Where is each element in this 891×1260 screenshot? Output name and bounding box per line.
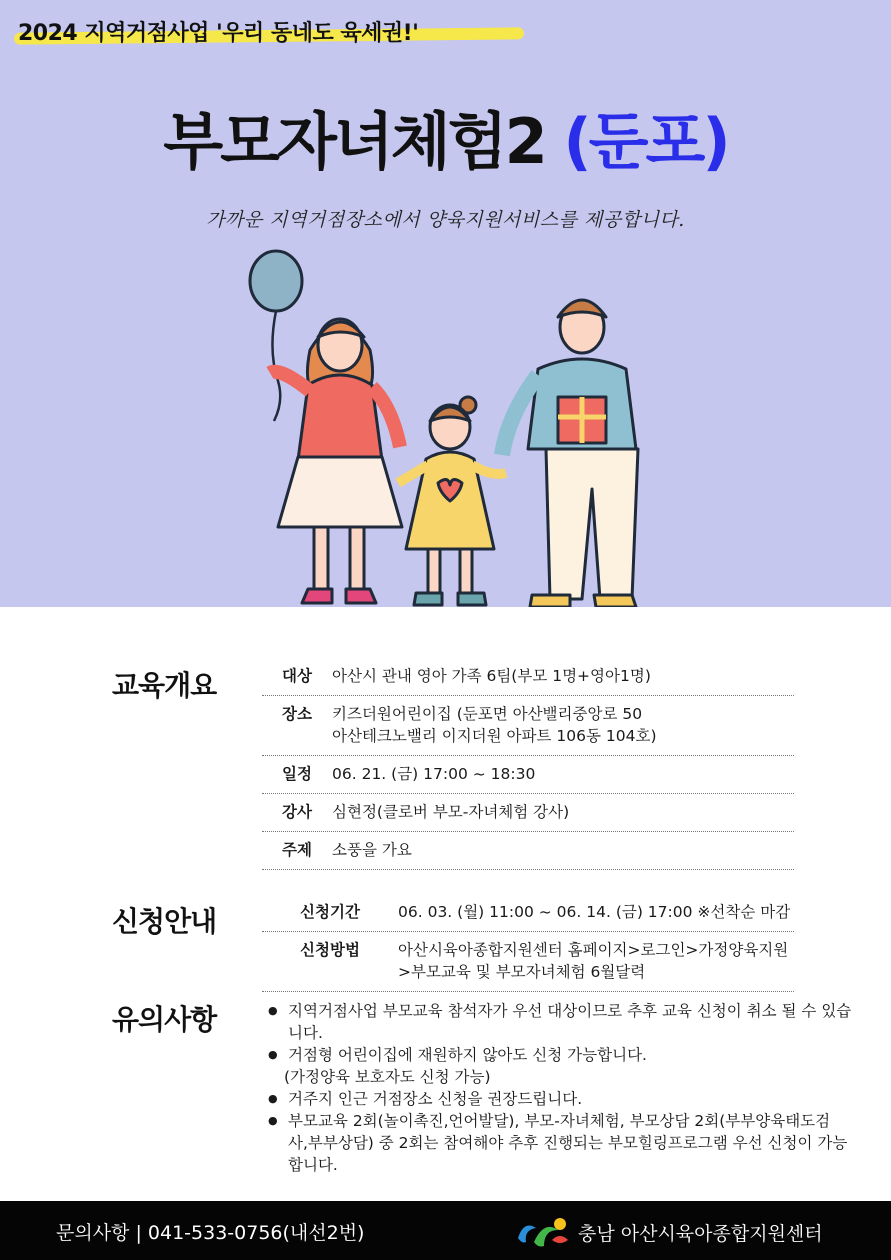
overview-value-line: 아산테크노밸리 이지더원 아파트 106동 104호) <box>332 727 657 745</box>
family-illustration-icon <box>240 245 660 607</box>
page-subtitle: 가까운 지역거점장소에서 양육지원서비스를 제공합니다. <box>206 209 685 231</box>
overview-label: 강사 <box>282 803 312 821</box>
notice-line: ● 부모교육 2회(놀이촉진,언어발달), 부모-자녀체험, 부모상담 2회(부부양육태도검 <box>288 1112 831 1130</box>
overview-section-title: 교육개요 <box>112 669 217 702</box>
overview-value: 아산시 관내 영아 가족 6팀(부모 1명+영아1명) <box>332 667 651 685</box>
footer-org-name: 충남 아산시육아종합지원센터 <box>578 1223 823 1245</box>
apply-value-line: >부모교육 및 부모자녀체험 6월달력 <box>398 963 646 981</box>
apply-label: 신청방법 <box>300 941 360 959</box>
overview-value-line: 키즈더원어린이집 (둔포면 아산밸리중앙로 50 <box>332 705 643 723</box>
notice-section-title: 유의사항 <box>112 1003 217 1036</box>
apply-value <box>398 939 794 983</box>
footer-contact: 문의사항 | 041-533-0756(내선2번) <box>56 1222 365 1244</box>
overview-value: 심현정(클로버 부모-자녀체험 강사) <box>332 803 570 821</box>
notice-item <box>268 1088 888 1110</box>
notice-line: ● 거점형 어린이집에 재원하지 않아도 신청 가능합니다. <box>288 1046 647 1064</box>
page-title-main: 부모자녀체험2 <box>163 105 545 178</box>
hero-banner <box>0 0 891 607</box>
overview-row-instructor <box>262 794 794 832</box>
notice-line: 니다. <box>288 1024 323 1042</box>
overview-label: 장소 <box>282 705 312 723</box>
notice-line: ● 지역거점사업 부모교육 참석자가 우선 대상이므로 추후 교육 신청이 취소 될 수 있습 <box>288 1002 852 1020</box>
notice-line: 합니다. <box>288 1156 338 1174</box>
overview-label: 대상 <box>282 667 312 685</box>
notice-line: (가정양육 보호자도 신청 가능) <box>284 1068 491 1086</box>
footer <box>0 1201 891 1260</box>
notice-line: ● 거주지 인근 거점장소 신청을 권장드립니다. <box>288 1090 583 1108</box>
overview-row-target <box>262 658 794 696</box>
apply-section-title: 신청안내 <box>112 905 217 938</box>
apply-value-line: 아산시육아종합지원센터 홈페이지>로그인>가정양육지원 <box>398 941 789 959</box>
notice-item <box>268 1110 888 1176</box>
overview-table <box>262 658 794 870</box>
notice-line: 사,부부상담) 중 2회는 참여해야 추후 진행되는 부모힐링프로그램 우선 신청이 가능 <box>288 1134 848 1152</box>
overview-value: 06. 21. (금) 17:00 ~ 18:30 <box>332 765 536 783</box>
apply-row-method <box>262 932 794 992</box>
notice-list <box>268 1000 888 1176</box>
page-title <box>0 92 891 181</box>
overview-row-schedule <box>262 756 794 794</box>
overview-value <box>332 703 794 747</box>
apply-label: 신청기간 <box>300 903 360 921</box>
apply-row-period <box>262 894 794 932</box>
overview-row-topic <box>262 832 794 870</box>
notice-item <box>268 1000 888 1044</box>
overview-label: 일정 <box>282 765 312 783</box>
overview-value: 소풍을 가요 <box>332 841 412 859</box>
center-logo-icon <box>512 1214 572 1248</box>
kicker-text: 2024 지역거점사업 '우리 동네도 육세권!' <box>18 21 419 46</box>
overview-label: 주제 <box>282 841 312 859</box>
page-title-accent: (둔포) <box>563 105 728 178</box>
notice-item <box>268 1044 888 1088</box>
apply-table <box>262 894 794 992</box>
apply-value: 06. 03. (월) 11:00 ~ 06. 14. (금) 17:00 ※선착순 마감 <box>398 903 791 921</box>
overview-row-place <box>262 696 794 756</box>
